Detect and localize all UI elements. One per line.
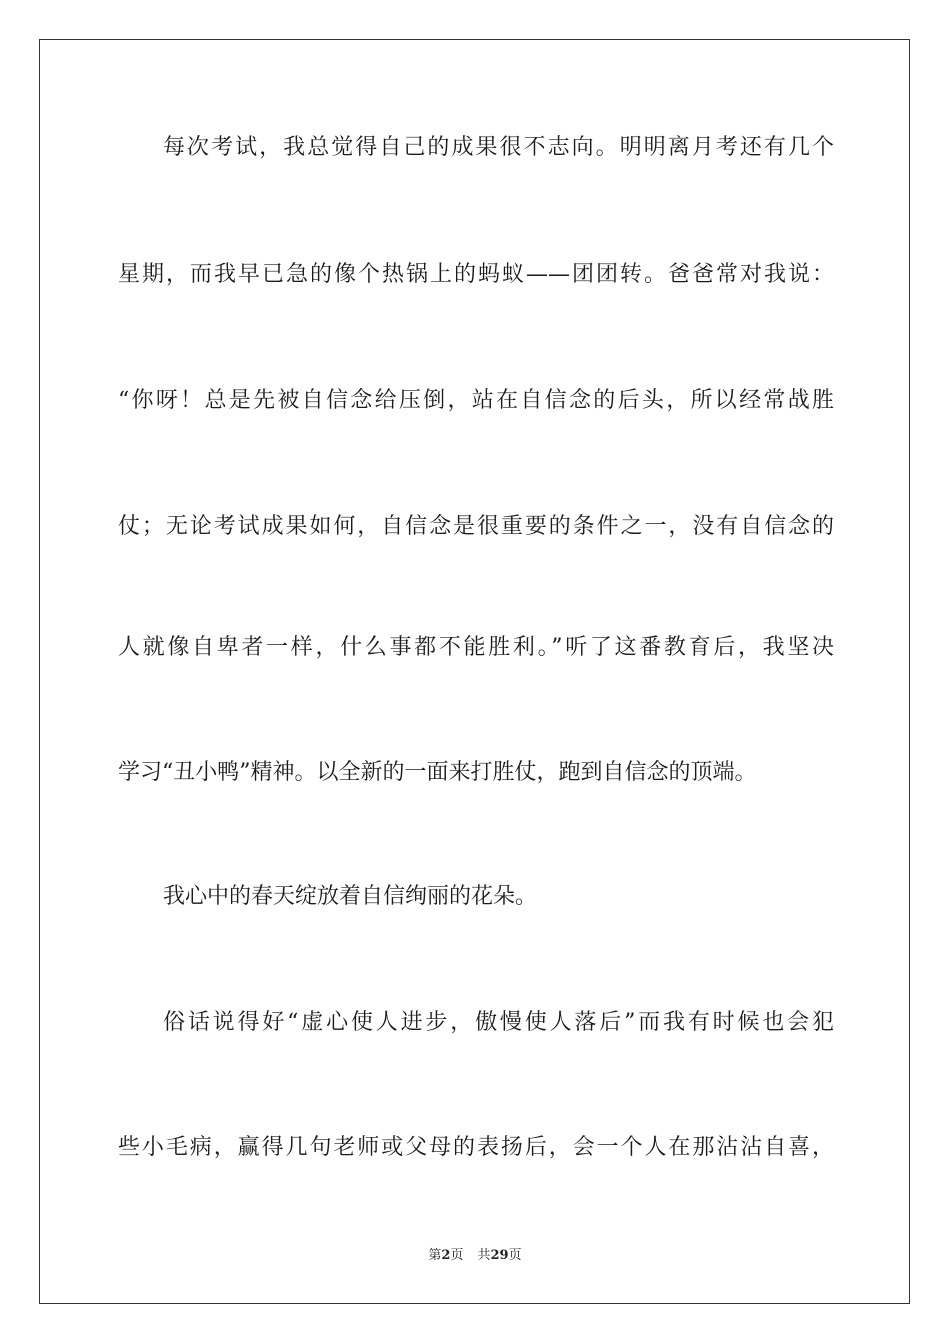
text-line: “你呀！总是先被自信念给压倒，站在自信念的后头，所以经常战胜 [118,388,834,413]
text-line: 俗话说得好“虚心使人进步，傲慢使人落后”而我有时候也会犯 [163,1010,834,1035]
text-line: 学习“丑小鸭”精神。以全新的一面来打胜仗，跑到自信念的顶端。 [118,760,757,785]
current-page-number: 2 [441,1248,451,1263]
text-line: 人就像自卑者一样，什么事都不能胜利。”听了这番教育后，我坚决 [118,635,834,660]
page-prefix: 第 [428,1248,442,1263]
text-line: 仗；无论考试成果如何，自信念是很重要的条件之一，没有自信念的 [118,514,834,539]
text-line: 些小毛病，赢得几句老师或父母的表扬后，会一个人在那沾沾自喜， [118,1135,834,1160]
text-line: 每次考试，我总觉得自己的成果很不志向。明明离月考还有几个 [163,135,834,160]
page-border [39,39,910,1304]
text-line: 我心中的春天绽放着自信绚丽的花朵。 [163,884,538,909]
total-page-number: 29 [490,1248,509,1263]
page-suffix: 页 [450,1248,464,1263]
text-line: 星期，而我早已急的像个热锅上的蚂蚁——团团转。爸爸常对我说： [118,262,834,287]
page-footer [0,1247,950,1265]
total-prefix: 共 [477,1248,491,1263]
total-suffix: 页 [508,1248,522,1263]
